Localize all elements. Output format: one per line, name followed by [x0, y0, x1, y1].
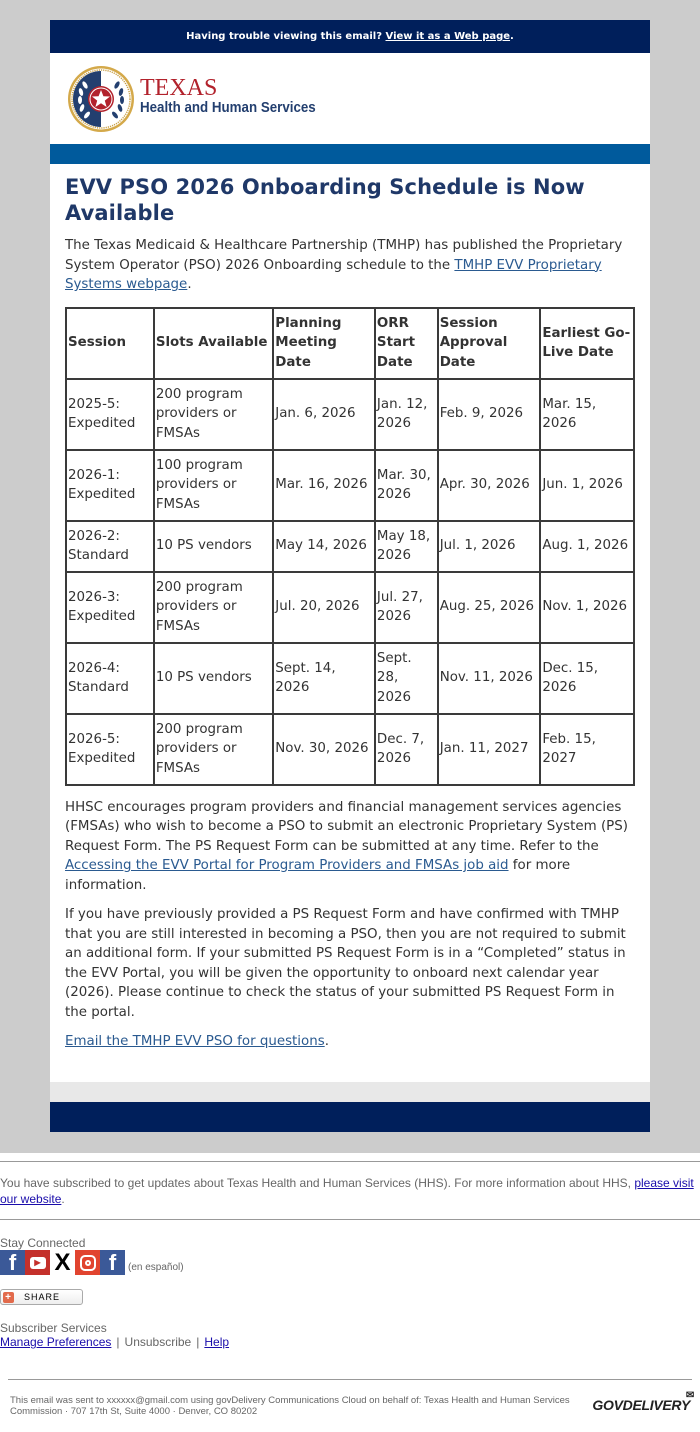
stay-connected-label: Stay Connected	[0, 1236, 86, 1250]
intro-text: The Texas Medicaid & Healthcare Partnership (TMHP) has published the Proprietary System Operator (PSO) 2026 Onboarding schedule to the	[65, 238, 623, 273]
table-row	[66, 643, 634, 714]
subscribed-text: You have subscribed to get updates about Texas Health and Human Services (HHS). For more information about HHS,	[0, 1176, 635, 1190]
cell-golive: Aug. 1, 2026	[540, 521, 634, 572]
help-link[interactable]: Help	[204, 1335, 230, 1349]
youtube-icon[interactable]	[25, 1250, 50, 1275]
para2-text: HHSC encourages program providers and financial management services agencies (FMSAs) who wish to become a PSO to submit an electronic Proprietary System (PS) Request Form. The PS Request Form can be submitted at any time. Refer to the	[65, 799, 628, 854]
top-banner	[50, 20, 650, 53]
article-title: EVV PSO 2026 Onboarding Schedule is Now Available	[65, 175, 585, 225]
header-orr: ORR Start Date	[375, 308, 438, 379]
cell-planning: Jul. 20, 2026	[273, 572, 375, 643]
texas-seal-icon	[67, 65, 135, 133]
cell-slots: 10 PS vendors	[154, 521, 273, 572]
tmhp-evv-webpage-link[interactable]: TMHP EVV Proprietary Systems webpage	[65, 257, 602, 292]
facebook-espanol-icon[interactable]: f	[100, 1250, 125, 1275]
email-paragraph	[65, 1032, 635, 1052]
subscriber-links	[0, 1335, 700, 1349]
cell-golive: Mar. 15, 2026	[540, 379, 634, 450]
navy-footer-bar	[50, 1102, 650, 1132]
logo-wordmark	[140, 65, 331, 116]
cell-golive: Dec. 15, 2026	[540, 643, 634, 714]
cell-slots: 200 program providers or FMSAs	[154, 572, 273, 643]
cell-approval: Aug. 25, 2026	[438, 572, 541, 643]
separator: |	[196, 1335, 200, 1349]
envelope-icon: ✉	[685, 1390, 694, 1401]
header-slots: Slots Available	[154, 308, 273, 379]
cell-orr: Jan. 12, 2026	[375, 379, 438, 450]
espanol-label: (en español)	[128, 1262, 184, 1273]
subscriber-services	[0, 1321, 700, 1349]
cell-orr: Sept. 28, 2026	[375, 643, 438, 714]
logo-texas: TEXAS	[140, 75, 218, 101]
separator: |	[116, 1335, 120, 1349]
gray-band	[50, 1082, 650, 1102]
subscriber-services-label: Subscriber Services	[0, 1321, 107, 1335]
evv-portal-job-aid-link[interactable]: Accessing the EVV Portal for Program Providers and FMSAs job aid	[65, 858, 509, 873]
email-suffix: .	[324, 1034, 329, 1049]
manage-preferences-link[interactable]: Manage Preferences	[0, 1335, 112, 1349]
table-row	[66, 572, 634, 643]
cell-slots: 10 PS vendors	[154, 643, 273, 714]
header-session: Session	[66, 308, 154, 379]
social-links	[0, 1250, 700, 1275]
article-content	[50, 164, 650, 1082]
cell-golive: Nov. 1, 2026	[540, 572, 634, 643]
share-plus-icon: +	[3, 1292, 14, 1303]
logo-hhs: Health and Human Services	[140, 100, 316, 116]
cell-approval: Feb. 9, 2026	[438, 379, 541, 450]
para2-suffix: for more information.	[65, 858, 571, 893]
govdelivery-text: GOVDELIVERY	[592, 1397, 690, 1413]
onboarding-schedule-table	[65, 307, 635, 786]
table-row	[66, 714, 634, 785]
cell-session: 2026-4: Standard	[66, 643, 154, 714]
cell-orr: Dec. 7, 2026	[375, 714, 438, 785]
previous-request-paragraph: If you have previously provided a PS Request Form and have confirmed with TMHP that you are still interested in becoming a PSO, then you are not required to submit an additional form. If your submitted PS Request Form is in a “Completed” status in the EVV Portal, you will be given the opportunity to onboard next calendar year (2026). Please continue to check the status of your submitted PS Request Form in the portal.	[65, 907, 626, 1020]
share-label: SHARE	[24, 1292, 61, 1302]
x-twitter-icon[interactable]: X	[50, 1250, 75, 1275]
table-header-row	[66, 308, 634, 379]
cell-orr: May 18, 2026	[375, 521, 438, 572]
intro-paragraph	[65, 236, 635, 295]
trouble-suffix: .	[510, 31, 514, 42]
instagram-glyph	[80, 1255, 96, 1271]
cell-golive: Jun. 1, 2026	[540, 450, 634, 521]
subscription-notice	[0, 1162, 700, 1219]
facebook-icon[interactable]: f	[0, 1250, 25, 1275]
cell-approval: Nov. 11, 2026	[438, 643, 541, 714]
table-row	[66, 450, 634, 521]
email-container	[50, 20, 650, 1132]
unsubscribe-link[interactable]: Unsubscribe	[124, 1335, 192, 1349]
youtube-play-glyph: ▶	[30, 1257, 46, 1269]
table-row	[66, 521, 634, 572]
cell-session: 2026-5: Expedited	[66, 714, 154, 785]
email-footer	[0, 1161, 700, 1417]
visit-website-link[interactable]: please visit our website	[0, 1176, 694, 1206]
header-approval: Session Approval Date	[438, 308, 541, 379]
header-golive: Earliest Go-Live Date	[540, 308, 634, 379]
cell-planning: May 14, 2026	[273, 521, 375, 572]
cell-approval: Jul. 1, 2026	[438, 521, 541, 572]
sent-to-text: This email was sent to xxxxxx@gmail.com using govDelivery Communications Cloud on behalf of: Texas Health and Human Services Commission · 707 17th St, Suite 4000 · Denver, CO 80202	[10, 1395, 570, 1417]
instagram-icon[interactable]	[75, 1250, 100, 1275]
cell-planning: Nov. 30, 2026	[273, 714, 375, 785]
logo-header	[50, 53, 650, 144]
subscribed-suffix: .	[61, 1192, 65, 1206]
trouble-text: Having trouble viewing this email?	[186, 31, 386, 42]
header-planning: Planning Meeting Date	[273, 308, 375, 379]
cell-planning: Sept. 14, 2026	[273, 643, 375, 714]
blue-divider-bar	[50, 144, 650, 164]
cell-planning: Jan. 6, 2026	[273, 379, 375, 450]
table-row	[66, 379, 634, 450]
view-web-page-link[interactable]: View it as a Web page	[385, 31, 511, 42]
cell-approval: Apr. 30, 2026	[438, 450, 541, 521]
cell-slots: 100 program providers or FMSAs	[154, 450, 273, 521]
cell-planning: Mar. 16, 2026	[273, 450, 375, 521]
share-button[interactable]	[0, 1289, 83, 1305]
cell-slots: 200 program providers or FMSAs	[154, 379, 273, 450]
cell-session: 2026-2: Standard	[66, 521, 154, 572]
email-tmhp-link[interactable]: Email the TMHP EVV PSO for questions	[65, 1034, 325, 1049]
sender-info	[0, 1380, 700, 1417]
cell-orr: Mar. 30, 2026	[375, 450, 438, 521]
pso-request-paragraph	[65, 798, 635, 896]
intro-suffix: .	[187, 277, 192, 292]
cell-orr: Jul. 27, 2026	[375, 572, 438, 643]
stay-connected-section	[0, 1220, 700, 1305]
cell-session: 2026-3: Expedited	[66, 572, 154, 643]
govdelivery-logo	[592, 1390, 694, 1417]
cell-slots: 200 program providers or FMSAs	[154, 714, 273, 785]
cell-session: 2026-1: Expedited	[66, 450, 154, 521]
cell-approval: Jan. 11, 2027	[438, 714, 541, 785]
cell-golive: Feb. 15, 2027	[540, 714, 634, 785]
cell-session: 2025-5: Expedited	[66, 379, 154, 450]
